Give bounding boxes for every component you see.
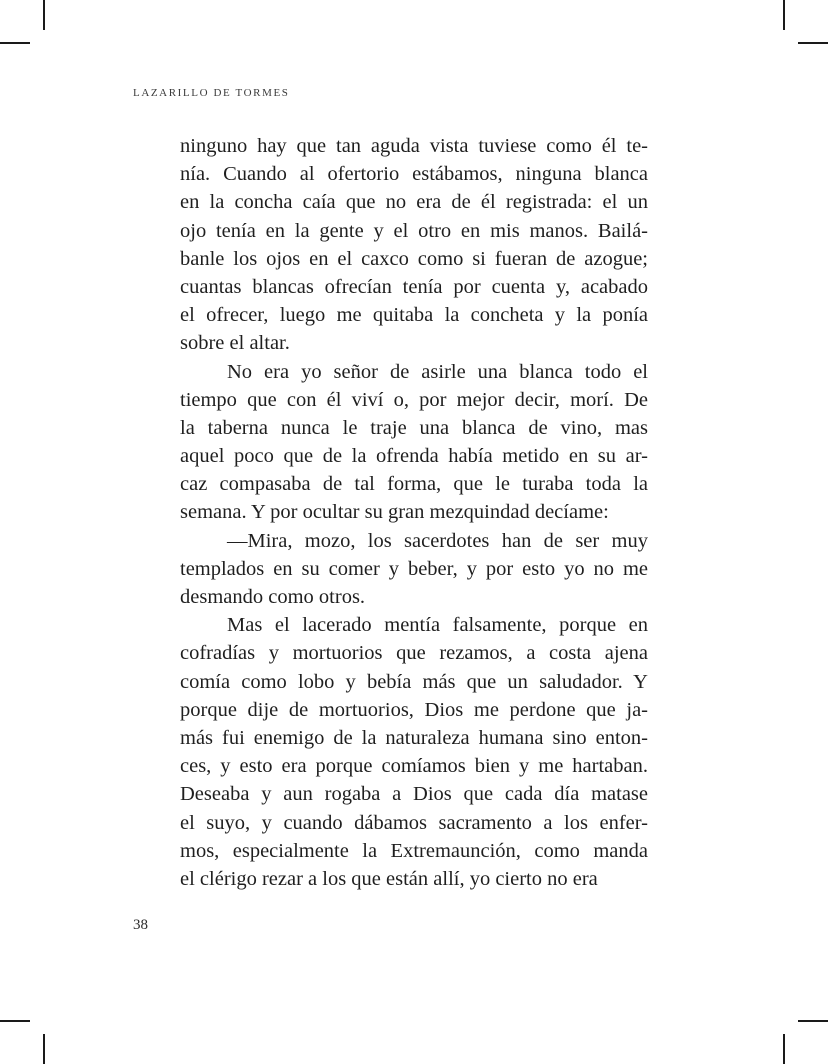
text-line: banle los ojos en el caxco como si fueran de azogue; bbox=[180, 247, 648, 270]
text-line: la taberna nunca le traje una blanca de vino, mas bbox=[180, 416, 648, 439]
crop-mark-bottom-right-horizontal bbox=[798, 1020, 828, 1022]
text-line: desmando como otros. bbox=[180, 586, 366, 608]
text-line: nía. Cuando al ofertorio estábamos, ninguna blanca bbox=[180, 163, 648, 186]
text-line: aquel poco que de la ofrenda había metido en su ar- bbox=[180, 445, 648, 468]
text-line: el ofrecer, luego me quitaba la concheta y la ponía bbox=[180, 304, 648, 327]
text-line: más fui enemigo de la naturaleza humana sino enton- bbox=[180, 726, 648, 749]
text-line: cuantas blancas ofrecían tenía por cuenta y, acabado bbox=[180, 275, 648, 298]
text-line: el clérigo rezar a los que están allí, yo cierto no era bbox=[180, 867, 598, 890]
text-line: templados en su comer y beber, y por esto yo no me bbox=[180, 557, 648, 580]
text-line: semana. Y por ocultar su gran mezquindad decíame: bbox=[180, 501, 609, 524]
text-line: Deseaba y aun rogaba a Dios que cada día matase bbox=[180, 783, 648, 806]
text-line: ninguno hay que tan aguda vista tuviese como él te- bbox=[180, 135, 648, 157]
text-line: —Mira, mozo, los sacerdotes han de ser muy bbox=[227, 529, 648, 552]
text-line: tiempo que con él viví o, por mejor decir, morí. De bbox=[180, 388, 648, 411]
text-line: ces, y esto era porque comíamos bien y me hartaban. bbox=[180, 755, 648, 778]
text-line: cofradías y mortuorios que rezamos, a costa ajena bbox=[180, 642, 648, 665]
crop-mark-bottom-right-vertical bbox=[783, 1034, 785, 1064]
text-line: caz compasaba de tal forma, que le turaba toda la bbox=[180, 473, 648, 496]
crop-mark-bottom-left-horizontal bbox=[0, 1020, 30, 1022]
text-line: porque dije de mortuorios, Dios me perdone que ja- bbox=[180, 698, 648, 721]
crop-mark-top-left-vertical bbox=[43, 0, 45, 30]
crop-mark-bottom-left-vertical bbox=[43, 1034, 45, 1064]
page-number: 38 bbox=[133, 917, 148, 933]
running-head: LAZARILLO DE TORMES bbox=[133, 87, 290, 99]
text-line: ojo tenía en la gente y el otro en mis manos. Bailá- bbox=[180, 219, 648, 242]
text-line: No era yo señor de asirle una blanca todo el bbox=[227, 360, 648, 383]
text-line: en la concha caía que no era de él registrada: el un bbox=[180, 191, 648, 214]
crop-mark-top-right-horizontal bbox=[798, 42, 828, 44]
crop-mark-top-left-horizontal bbox=[0, 42, 30, 44]
text-line: Mas el lacerado mentía falsamente, porque en bbox=[227, 614, 648, 637]
text-line: sobre el altar. bbox=[180, 332, 290, 355]
text-line: el suyo, y cuando dábamos sacramento a los enfer- bbox=[180, 811, 648, 834]
crop-mark-top-right-vertical bbox=[783, 0, 785, 30]
text-line: mos, especialmente la Extremaunción, como manda bbox=[180, 839, 648, 862]
body-text bbox=[180, 132, 648, 893]
text-line: comía como lobo y bebía más que un saludador. Y bbox=[180, 670, 648, 693]
